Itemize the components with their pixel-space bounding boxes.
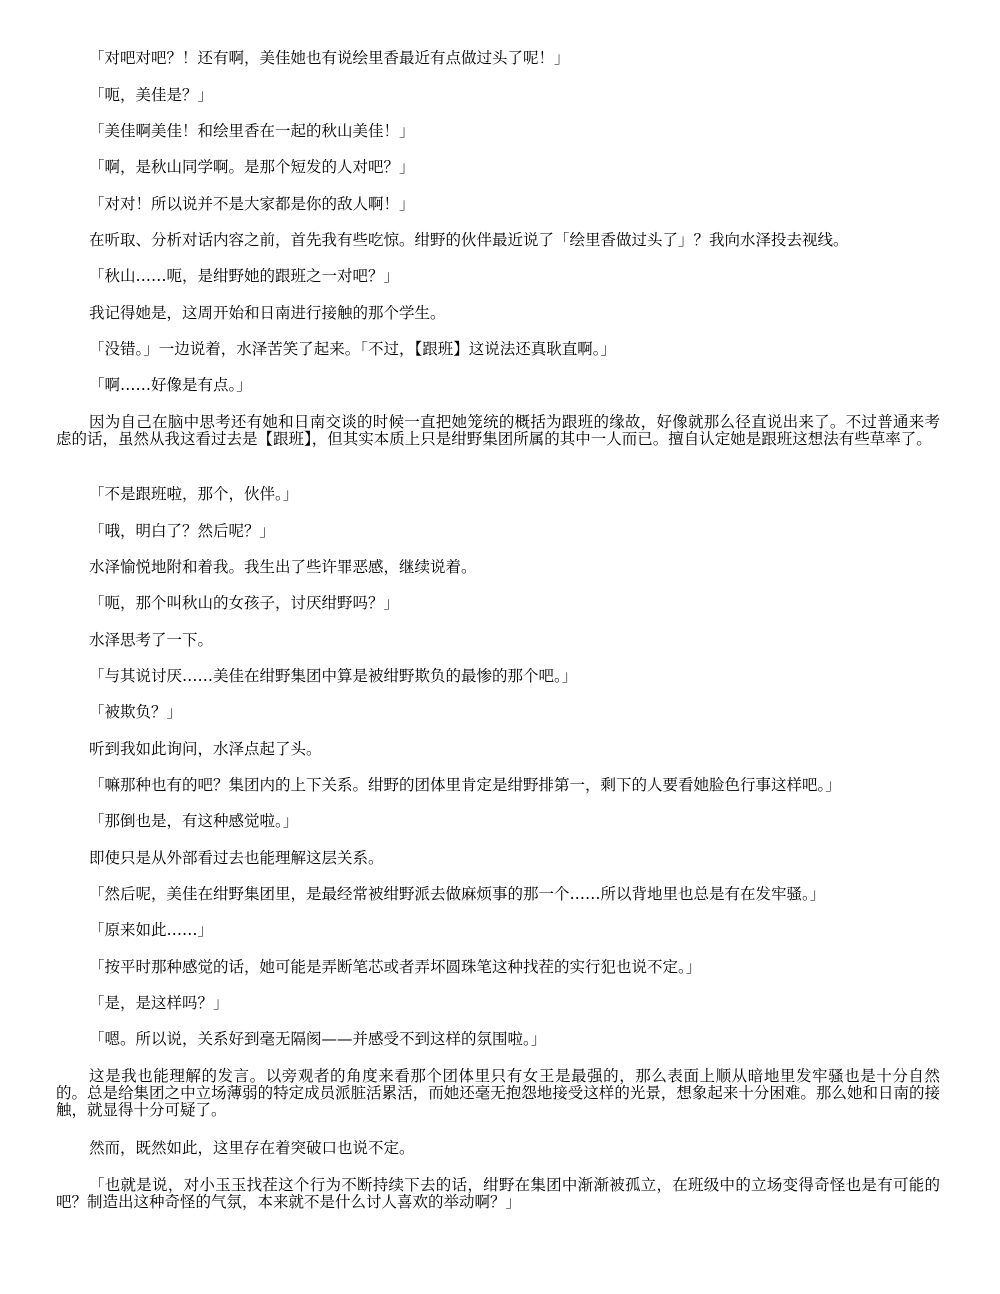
paragraph: 水泽愉悦地附和着我。我生出了些许罪恶感，继续说着。 [89, 558, 477, 576]
paragraph: 「嗯。所以说，关系好到毫无隔阂——并感受不到这样的氛围啦。」 [89, 1030, 547, 1048]
paragraph: 「按平时那种感觉的话，她可能是弄断笔芯或者弄坏圆珠笔这种找茬的实行犯也说不定。」 [89, 958, 702, 976]
paragraph: 「那倒也是，有这种感觉啦。」 [89, 812, 299, 830]
paragraph: 「呃，那个叫秋山的女孩子，讨厌绀野吗？」 [89, 594, 400, 612]
paragraph: 「被欺负？」 [89, 703, 183, 721]
paragraph: 「与其说讨厌……美佳在绀野集团中算是被绀野欺负的最惨的那个吧。」 [89, 667, 578, 685]
paragraph: 即使只是从外部看过去也能理解这层关系。 [89, 849, 384, 867]
paragraph: 「没错。」一边说着，水泽苦笑了起来。「不过，【跟班】这说法还真耿直啊。」 [89, 340, 617, 358]
paragraph: 「秋山……呃，是绀野她的跟班之一对吧？」 [89, 267, 400, 285]
paragraph: 在听取、分析对话内容之前，首先我有些吃惊。绀野的伙伴最近说了「绘里香做过头了」？我向水泽投去视线。 [89, 231, 849, 249]
paragraph: 「嘛那种也有的吧？集团内的上下关系。绀野的团体里肯定是绀野排第一，剩下的人要看她脸色行事这样吧。」 [89, 776, 841, 794]
paragraph: 这是我也能理解的发言。以旁观者的角度来看那个团体里只有女王是最强的，那么表面上顺从暗地里发牢骚也是十分自然的。总是给集团之中立场薄弱的特定成员派脏活累活，而她还毫无抱怨地接受这样的光景，想象起来十分困难。那么她和日南的接触，就显得十分可疑了。 [56, 1067, 940, 1119]
paragraph: 「啊……好像是有点。」 [89, 376, 252, 394]
paragraph: 「原来如此……」 [89, 921, 214, 939]
paragraph: 「是，是这样吗？」 [89, 994, 229, 1012]
paragraph: 听到我如此询问，水泽点起了头。 [89, 740, 322, 758]
paragraph: 然而，既然如此，这里存在着突破口也说不定。 [89, 1139, 415, 1157]
paragraph: 「对对！所以说并不是大家都是你的敌人啊！」 [89, 195, 415, 213]
paragraph: 「不是跟班啦，那个，伙伴。」 [89, 485, 299, 503]
paragraph: 「哦，明白了？然后呢？」 [89, 522, 276, 540]
paragraph: 水泽思考了一下。 [89, 631, 214, 649]
paragraph: 「对吧对吧？！还有啊，美佳她也有说绘里香最近有点做过头了呢！」 [89, 49, 570, 67]
paragraph: 「然后呢，美佳在绀野集团里，是最经常被绀野派去做麻烦事的那一个……所以背地里也总是有在发牢骚。」 [89, 885, 826, 903]
paragraph: 我记得她是，这周开始和日南进行接触的那个学生。 [89, 304, 446, 322]
paragraph: 「啊，是秋山同学啊。是那个短发的人对吧？」 [89, 158, 415, 176]
paragraph: 「美佳啊美佳！和绘里香在一起的秋山美佳！」 [89, 122, 415, 140]
paragraph: 「呃，美佳是？」 [89, 86, 214, 104]
paragraph: 「也就是说，对小玉玉找茬这个行为不断持续下去的话，绀野在集团中渐渐被孤立，在班级中的立场变得奇怪也是有可能的吧？制造出这种奇怪的气氛，本来就不是什么讨人喜欢的举动啊？」 [56, 1176, 940, 1211]
paragraph: 因为自己在脑中思考还有她和日南交谈的时候一直把她笼统的概括为跟班的缘故，好像就那么径直说出来了。不过普通来考虑的话，虽然从我这看过去是【跟班】，但其实本质上只是绀野集团所属的其中一人而已。擅自认定她是跟班这想法有些草率了。 [56, 413, 940, 448]
